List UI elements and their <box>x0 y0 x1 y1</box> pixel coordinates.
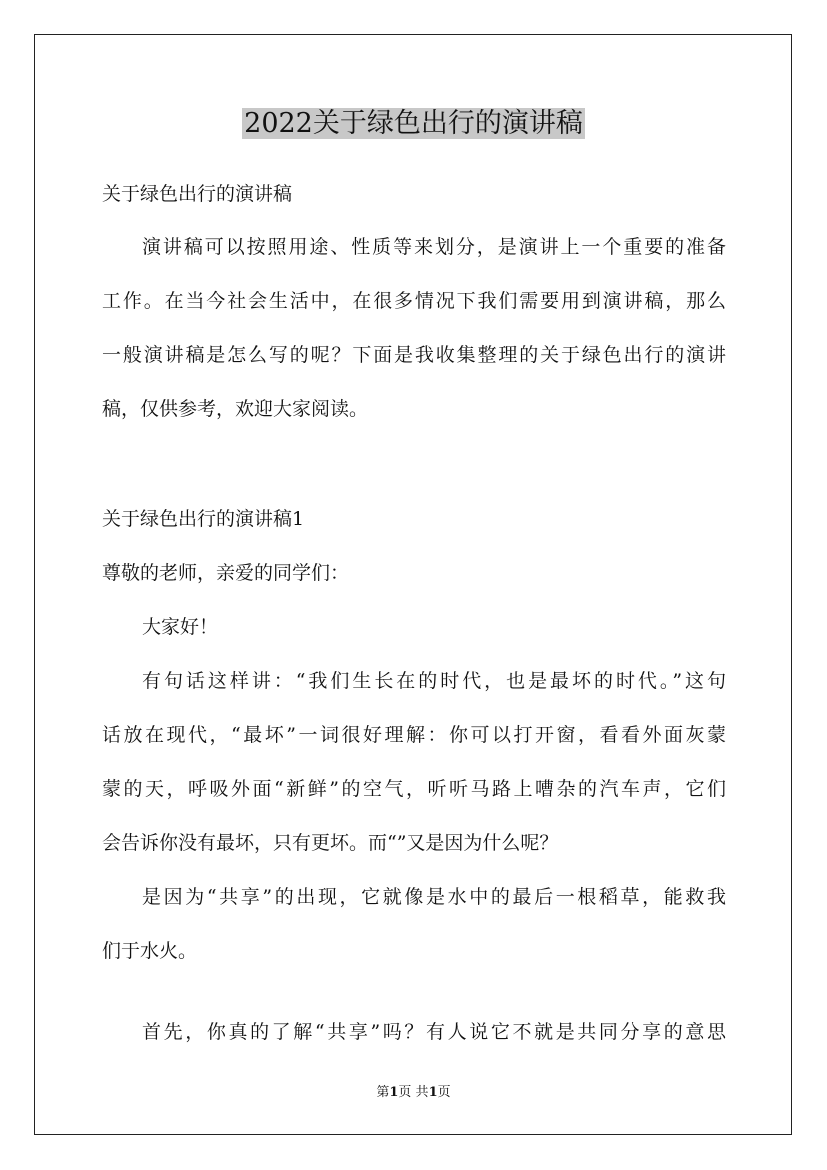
footer-suffix: 页 <box>437 1085 451 1100</box>
intro-line-4: 稿，仅供参考，欢迎大家阅读。 <box>102 398 369 420</box>
page-footer <box>0 1084 827 1102</box>
para3-line-1: 首先，你真的了解“共享”吗？有人说它不就是共同分享的意思 <box>142 1021 726 1043</box>
para2-line-2: 们于水火。 <box>102 940 198 962</box>
document-title <box>0 104 827 144</box>
intro-line-2: 工作。在当今社会生活中，在很多情况下我们需要用到演讲稿，那么 <box>102 290 726 312</box>
para2-line-1: 是因为“共享”的出现，它就像是水中的最后一根稻草，能救我 <box>142 886 726 908</box>
footer-mid: 页 共 <box>398 1085 429 1100</box>
para1-line-3: 蒙的天，呼吸外面“新鲜”的空气，听听马路上嘈杂的汽车声，它们 <box>102 778 726 800</box>
footer-prefix: 第 <box>376 1085 390 1100</box>
greeting: 大家好！ <box>142 616 219 638</box>
intro-line-1: 演讲稿可以按照用途、性质等来划分，是演讲上一个重要的准备 <box>142 236 726 258</box>
footer-page-current: 1 <box>389 1085 399 1100</box>
document-subtitle: 关于绿色出行的演讲稿 <box>102 183 293 205</box>
intro-line-3: 一般演讲稿是怎么写的呢？下面是我收集整理的关于绿色出行的演讲 <box>102 344 726 366</box>
para1-line-4: 会告诉你没有最坏，只有更坏。而“”又是因为什么呢？ <box>102 832 559 854</box>
document-title-text: 2022关于绿色出行的演讲稿 <box>244 108 583 139</box>
section-heading: 关于绿色出行的演讲稿1 <box>102 508 305 530</box>
footer-page-total: 1 <box>428 1085 438 1100</box>
para1-line-2: 话放在现代，“最坏”一词很好理解：你可以打开窗，看看外面灰蒙 <box>102 724 726 746</box>
para1-line-1: 有句话这样讲：“我们生长在的时代，也是最坏的时代。”这句 <box>142 670 726 692</box>
salutation: 尊敬的老师，亲爱的同学们： <box>102 562 350 584</box>
